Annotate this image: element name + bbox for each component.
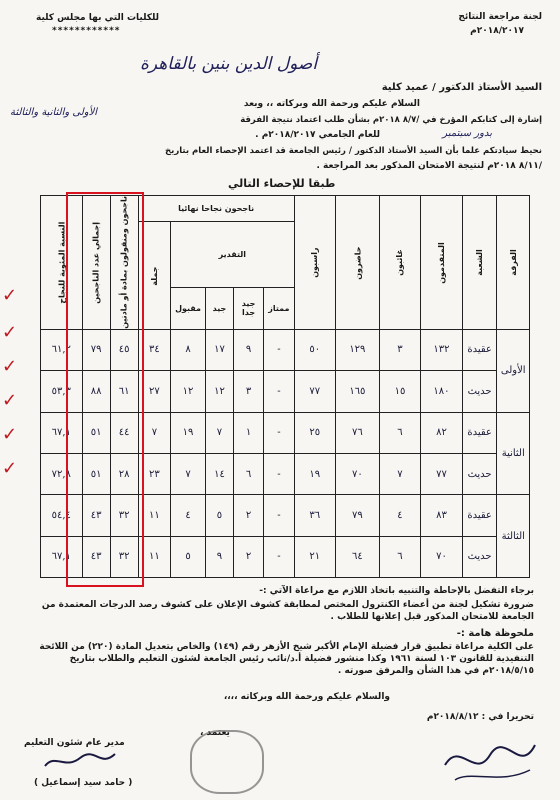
cell-present: ١٢٩ — [336, 329, 380, 370]
cell-very-good: ٣ — [233, 371, 263, 412]
cell-excellent: - — [264, 536, 294, 577]
cell-total: ٣٤ — [138, 329, 171, 370]
cell-pass: ٨ — [171, 329, 206, 370]
cell-division: الثانية — [497, 412, 530, 495]
approval-label: يعتمد ، — [200, 728, 230, 738]
cell-section: حديث — [462, 453, 497, 494]
header-section: الشعبة — [462, 196, 497, 330]
cell-present: ٦٤ — [336, 536, 380, 577]
director-title: مدير عام شئون التعليم — [24, 738, 125, 748]
cell-total-passed: ٧٩ — [82, 329, 110, 370]
cell-applicants: ١٨٠ — [421, 371, 462, 412]
table-title: طبقا للإحصاء التالي — [228, 177, 336, 190]
cell-present: ١٦٥ — [336, 371, 380, 412]
cell-total: ٢٣ — [138, 453, 171, 494]
cell-division: الأولى — [497, 329, 530, 412]
cell-applicants: ٨٢ — [421, 412, 462, 453]
cell-present: ٧٦ — [336, 412, 380, 453]
cell-section: عقيدة — [462, 412, 497, 453]
header-failed: راسبون — [294, 196, 335, 330]
body-line-4: /٨/١١ ٢٠١٨م لنتيجة الامتحان المذكور بعد المراجعة . — [316, 161, 542, 171]
handwritten-round: بدور سبتمبر — [442, 128, 492, 139]
cell-absent: ٤ — [379, 495, 420, 536]
cell-section: حديث — [462, 371, 497, 412]
check-mark-icon: ✓ — [2, 285, 18, 306]
cell-total: ٧ — [138, 412, 171, 453]
cell-total: ٢٧ — [138, 371, 171, 412]
notes-line-2: ضرورة تشكيل لجنة من أعضاء الكنترول المختص لمطابقة كشوف الإعلان على كشوف رصد الدرجات المعتمدة من الجامعة للامتحان المذكور قبل إعلانها للطلاب . — [41, 600, 534, 622]
cell-total-passed: ٤٣ — [82, 536, 110, 577]
header-passed-final: ناجحون نجاحا نهائيا — [138, 196, 294, 222]
cell-applicants: ٧٠ — [421, 536, 462, 577]
cell-applicants: ١٣٢ — [421, 329, 462, 370]
check-mark-icon: ✓ — [2, 424, 18, 445]
check-mark-icon: ✓ — [2, 458, 18, 479]
cell-total-passed: ٥١ — [82, 453, 110, 494]
signature-right — [440, 730, 540, 790]
cell-percent: ٥٣,٣ — [41, 371, 83, 412]
cell-excellent: - — [264, 329, 294, 370]
cell-very-good: ٢ — [233, 495, 263, 536]
cell-pass: ١٢ — [171, 371, 206, 412]
addressee: السيد الأستاذ الدكتور / عميد كلية — [381, 82, 542, 93]
cell-pass: ٧ — [171, 453, 206, 494]
header-pass: مقبول — [171, 287, 206, 329]
cell-excellent: - — [264, 453, 294, 494]
cell-percent: ٧٢,٨ — [41, 453, 83, 494]
committee-title: لجنة مراجعة النتائج — [458, 12, 542, 22]
header-carry: ناجحون ومنقولون بمادة أو مادتين — [110, 196, 138, 330]
cell-very-good: ٢ — [233, 536, 263, 577]
cell-failed: ٥٠ — [294, 329, 335, 370]
header-very-good: جيد جدا — [233, 287, 263, 329]
cell-applicants: ٧٧ — [421, 453, 462, 494]
cell-failed: ١٩ — [294, 453, 335, 494]
cell-carry: ٦١ — [110, 371, 138, 412]
cell-present: ٧٠ — [336, 453, 380, 494]
issue-date: تحريرا في : ٢٠١٨/٨/١٢م — [426, 712, 534, 722]
body-line-2: للعام الجامعي ٢٠١٨/٢٠١٧م . — [255, 130, 380, 140]
cell-good: ١٢ — [205, 371, 233, 412]
cell-percent: ٦٧,١ — [41, 412, 83, 453]
cell-percent: ٦٧,١ — [41, 536, 83, 577]
important-title: ملحوظة هامة :- — [456, 628, 534, 639]
cell-absent: ٣ — [379, 329, 420, 370]
highlight-box — [66, 192, 144, 587]
cell-total-passed: ٨٨ — [82, 371, 110, 412]
cell-pass: ٥ — [171, 536, 206, 577]
check-mark-icon: ✓ — [2, 356, 18, 377]
cell-division: الثالثة — [497, 495, 530, 578]
cell-percent: ٦١,٢ — [41, 329, 83, 370]
header-excellent: ممتاز — [264, 287, 294, 329]
cell-carry: ٣٢ — [110, 495, 138, 536]
header-present: حاضرون — [336, 196, 380, 330]
important-text: على الكلية مراعاة تطبيق قرار فضيلة الإمام الأكبر شيخ الأزهر رقم (١٤٩) والخاص بتعديل المادة (٢٢٠) من اللائحة التنفيذية للقانون ١٠٣ لسنة ١٩٦١ وكذا منشور فضيلة أ.د/نائب رئيس الجامعة لشئون التعليم والطلاب بتاريخ ٢٠١٨/٥/١٥م في هذا الشأن والمرفق صورته . — [39, 642, 534, 676]
cell-good: ٥ — [205, 495, 233, 536]
cell-carry: ٢٨ — [110, 453, 138, 494]
closing: والسلام عليكم ورحمة الله وبركاته ،،،، — [223, 692, 390, 702]
cell-very-good: ٩ — [233, 329, 263, 370]
cell-carry: ٤٥ — [110, 329, 138, 370]
cell-section: عقيدة — [462, 495, 497, 536]
header-total: جملة — [138, 222, 171, 330]
cell-carry: ٤٤ — [110, 412, 138, 453]
header-absent: غائبون — [379, 196, 420, 330]
cell-absent: ٧ — [379, 453, 420, 494]
cell-good: ٧ — [205, 412, 233, 453]
cell-present: ٧٩ — [336, 495, 380, 536]
cell-excellent: - — [264, 412, 294, 453]
director-name: ( حامد سيد إسماعيل ) — [34, 778, 133, 788]
header-division: الفرقة — [497, 196, 530, 330]
cell-total-passed: ٥١ — [82, 412, 110, 453]
cell-failed: ٧٧ — [294, 371, 335, 412]
cell-section: عقيدة — [462, 329, 497, 370]
cell-pass: ١٩ — [171, 412, 206, 453]
cell-absent: ٦ — [379, 412, 420, 453]
cell-excellent: - — [264, 495, 294, 536]
cell-applicants: ٨٣ — [421, 495, 462, 536]
header-percent: النسبة المئوية للنجاح — [41, 196, 83, 330]
cell-total-passed: ٤٣ — [82, 495, 110, 536]
cell-section: حديث — [462, 536, 497, 577]
committee-year: ٢٠١٨/٢٠١٧م — [470, 26, 524, 36]
faculty-type: للكليات التي بها مجلس كلية — [36, 13, 160, 23]
greeting: السلام عليكم ورحمة الله وبركاته ،، وبعد — [243, 99, 420, 109]
cell-failed: ٣٦ — [294, 495, 335, 536]
cell-good: ١٧ — [205, 329, 233, 370]
handwritten-divisions: الأولى والثانية والثالثة — [10, 107, 98, 118]
header-grade: التقدير — [171, 222, 294, 288]
cell-excellent: - — [264, 371, 294, 412]
cell-absent: ٦ — [379, 536, 420, 577]
cell-failed: ٢١ — [294, 536, 335, 577]
header-total-passed: إجمالي عدد الناجحين — [82, 196, 110, 330]
asterisks: ************ — [52, 26, 121, 36]
cell-very-good: ١ — [233, 412, 263, 453]
cell-good: ١٤ — [205, 453, 233, 494]
body-line-3: نحيط سيادتكم علما بأن السيد الأستاذ الدكتور / رئيس الجامعة قد اعتمد الإحصاء العام بتاريخ — [165, 146, 542, 156]
cell-absent: ١٥ — [379, 371, 420, 412]
handwritten-faculty: أصول الدين بنين بالقاهرة — [140, 54, 318, 74]
cell-percent: ٥٤,٤ — [41, 495, 83, 536]
cell-total: ١١ — [138, 495, 171, 536]
notes-line-1: برجاء التفضل بالإحاطة والتنبيه باتخاذ اللازم مع مراعاة الآتي :- — [259, 586, 534, 596]
cell-very-good: ٦ — [233, 453, 263, 494]
cell-failed: ٢٥ — [294, 412, 335, 453]
header-applicants: المتقدمون — [421, 196, 462, 330]
header-good: جيد — [205, 287, 233, 329]
cell-total: ١١ — [138, 536, 171, 577]
official-seal — [190, 730, 264, 794]
check-mark-icon: ✓ — [2, 322, 18, 343]
body-line-1: إشارة إلى كتابكم المؤرخ في /٨/٧ ٢٠١٨م بشأن طلب اعتماد نتيجة الفرقة — [240, 115, 542, 125]
cell-good: ٩ — [205, 536, 233, 577]
check-mark-icon: ✓ — [2, 390, 18, 411]
cell-carry: ٣٢ — [110, 536, 138, 577]
cell-pass: ٤ — [171, 495, 206, 536]
signature-left — [40, 748, 120, 774]
